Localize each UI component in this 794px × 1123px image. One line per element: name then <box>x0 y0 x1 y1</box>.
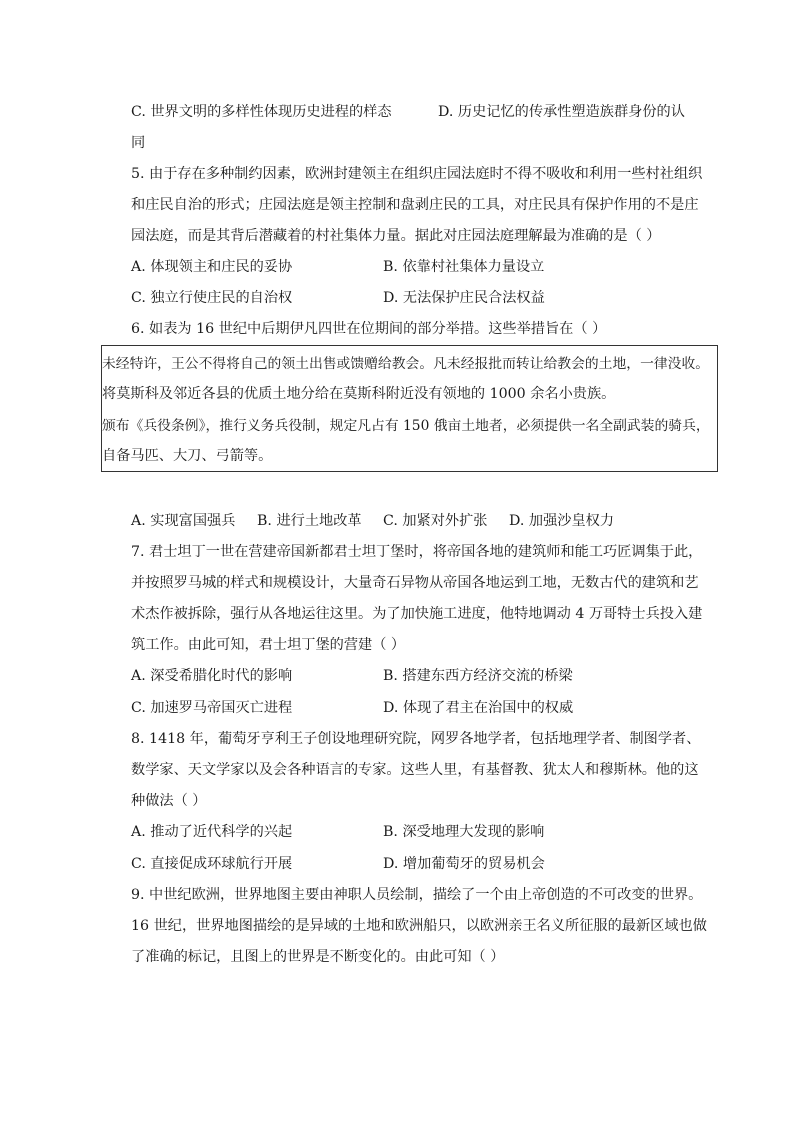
q6-stem: 6. 如表为 16 世纪中后期伊凡四世在位期间的部分举措。这些举措旨在（ ） <box>131 321 607 337</box>
q5-option-b: B. 依靠村社集体力量设立 <box>383 259 545 275</box>
q7-option-c: C. 加速罗马帝国灭亡进程 <box>131 700 293 716</box>
q4-option-c: C. 世界文明的多样性体现历史进程的样态 <box>131 104 392 120</box>
q8-stem-line-3: 种做法（ ） <box>131 793 207 809</box>
q4-option-d-continuation: 同 <box>131 135 146 151</box>
q7-stem-line-3: 术杰作被拆除，强行从各地运往这里。为了加快施工进度，他特地调动 4 万哥特士兵投入建 <box>131 606 703 622</box>
q8-stem-line-1: 8. 1418 年，葡萄牙亨利王子创设地理研究院，网罗各地学者，包括地理学者、制图学者、 <box>131 731 701 747</box>
q8-option-b: B. 深受地理大发现的影响 <box>383 824 545 840</box>
q6-measures-table <box>101 345 718 472</box>
q6-option-a: A. 实现富国强兵 <box>131 513 236 529</box>
q9-stem-line-2: 16 世纪，世界地图描绘的是异域的土地和欧洲船只，以欧洲亲王名义所征服的最新区域也做 <box>131 918 707 934</box>
q6-table-line-4: 自备马匹、大刀、弓箭等。 <box>102 448 273 464</box>
q6-table-line-2: 将莫斯科及邻近各县的优质土地分给在莫斯科附近没有领地的 1000 余名小贵族。 <box>102 386 616 402</box>
q6-option-d: D. 加强沙皇权力 <box>509 513 615 529</box>
q6-option-c: C. 加紧对外扩张 <box>383 513 488 529</box>
q9-stem-line-3: 了准确的标记，且图上的世界是不断变化的。由此可知（ ） <box>131 949 505 965</box>
q7-option-d: D. 体现了君主在治国中的权威 <box>383 700 574 716</box>
q6-table-line-1: 未经特许，王公不得将自己的领土出售或馈赠给教会。凡未经报批而转让给教会的土地，一律没收。 <box>102 356 710 372</box>
q5-option-a: A. 体现领主和庄民的妥协 <box>131 259 293 275</box>
q7-stem-line-2: 并按照罗马城的样式和规模设计，大量奇石异物从帝国各地运到工地，无数古代的建筑和艺 <box>131 575 699 591</box>
q5-option-d: D. 无法保护庄民合法权益 <box>383 290 545 306</box>
q4-option-d: D. 历史记忆的传承性塑造族群身份的认 <box>438 104 685 120</box>
q5-stem-line-3: 园法庭，而是其背后潜藏着的村社集体力量。据此对庄园法庭理解最为准确的是（ ） <box>131 228 661 244</box>
q8-option-d: D. 增加葡萄牙的贸易机会 <box>383 856 545 872</box>
q5-stem-line-2: 和庄民自治的形式；庄园法庭是领主控制和盘剥庄民的工具，对庄民具有保护作用的不是庄 <box>131 197 699 213</box>
q7-stem-line-4: 筑工作。由此可知，君士坦丁堡的营建（ ） <box>131 637 406 653</box>
q5-stem-line-1: 5. 由于存在多种制约因素，欧洲封建领主在组织庄园法庭时不得不吸收和利用一些村社组织 <box>131 166 703 182</box>
q9-stem-line-1: 9. 中世纪欧洲，世界地图主要由神职人员绘制，描绘了一个由上帝创造的不可改变的世界。 <box>131 887 703 903</box>
q8-stem-line-2: 数学家、天文学家以及会各种语言的专家。这些人里，有基督教、犹太人和穆斯林。他的这 <box>131 762 699 778</box>
q6-table-line-3: 颁布《兵役条例》，推行义务兵役制，规定凡占有 150 俄亩土地者，必须提供一名全副武装的骑兵， <box>102 418 710 434</box>
q7-stem-line-1: 7. 君士坦丁一世在营建帝国新都君士坦丁堡时，将帝国各地的建筑师和能工巧匠调集于此， <box>131 544 703 560</box>
q8-option-c: C. 直接促成环球航行开展 <box>131 856 293 872</box>
q8-option-a: A. 推动了近代科学的兴起 <box>131 824 293 840</box>
q5-option-c: C. 独立行使庄民的自治权 <box>131 290 293 306</box>
q6-option-b: B. 进行土地改革 <box>257 513 362 529</box>
q7-option-b: B. 搭建东西方经济交流的桥梁 <box>383 668 573 684</box>
q7-option-a: A. 深受希腊化时代的影响 <box>131 668 293 684</box>
